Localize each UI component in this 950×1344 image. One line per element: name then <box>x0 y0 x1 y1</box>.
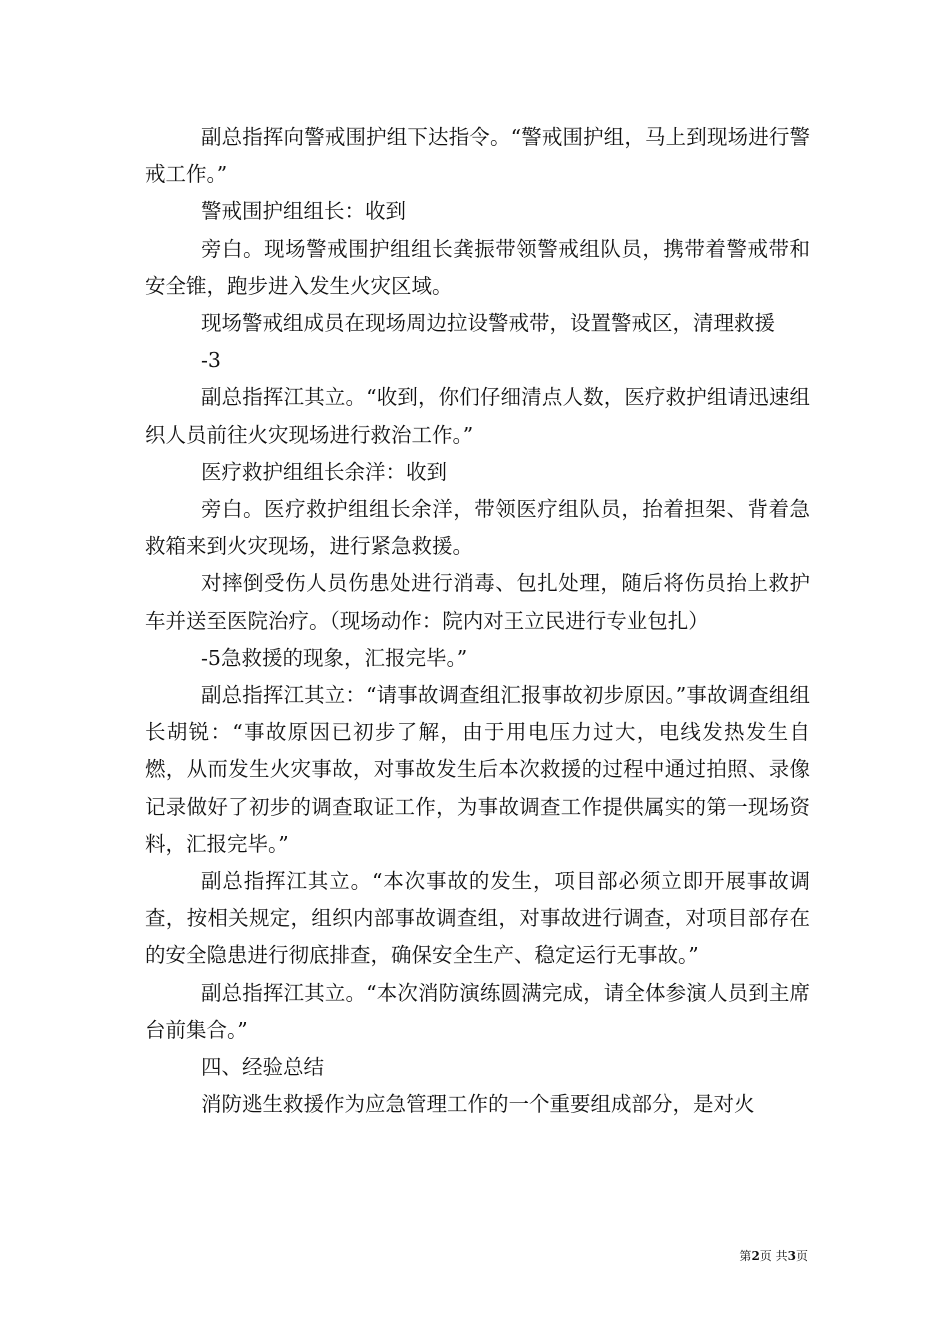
footer-suffix: 页 <box>795 1249 808 1263</box>
paragraph: 旁白。医疗救护组组长余洋，带领医疗组队员，抬着担架、背着急救箱来到火灾现场，进行紧急救援。 <box>145 497 810 559</box>
paragraph: 消防逃生救援作为应急管理工作的一个重要组成部分，是对火 <box>201 1092 755 1117</box>
footer-middle: 页 共 <box>759 1249 788 1263</box>
paragraph: -5急救援的现象，汇报完毕。” <box>201 645 468 670</box>
paragraph: 旁白。现场警戒围护组组长龚振带领警戒组队员，携带着警戒带和安全锥，跑步进入发生火灾区域。 <box>145 236 810 298</box>
paragraph: 副总指挥江其立：“请事故调查组汇报事故初步原因。”事故调查组组长胡锐：“事故原因已初步了解，由于用电压力过大，电线发热发生自燃，从而发生火灾事故，对事故发生后本次救援的过程中通过拍照、录像记录做好了初步的调查取证工作，为事故调查工作提供属实的第一现场资料，汇报完毕。” <box>145 683 810 856</box>
paragraph: 副总指挥江其立。“本次消防演练圆满完成，请全体参演人员到主席台前集合。” <box>145 980 810 1042</box>
footer-current-page: 2 <box>751 1249 760 1263</box>
paragraph: -3 <box>201 348 221 373</box>
footer-total-pages: 3 <box>787 1249 796 1263</box>
paragraph: 副总指挥江其立。“收到，你们仔细清点人数，医疗救护组请迅速组织人员前往火灾现场进行救治工作。” <box>145 385 810 447</box>
paragraph: 现场警戒组成员在现场周边拉设警戒带，设置警戒区，清理救援 <box>201 311 775 336</box>
paragraph: 副总指挥向警戒围护组下达指令。“警戒围护组，马上到现场进行警戒工作。” <box>145 125 810 187</box>
page-footer <box>739 1247 808 1264</box>
paragraph: 对摔倒受伤人员伤患处进行消毒、包扎处理，随后将伤员抬上救护车并送至医院治疗。（现场动作：院内对王立民进行专业包扎） <box>145 571 810 633</box>
paragraph: 警戒围护组组长：收到 <box>201 199 406 224</box>
paragraph: 副总指挥江其立。“本次事故的发生，项目部必须立即开展事故调查，按相关规定，组织内部事故调查组，对事故进行调查，对项目部存在的安全隐患进行彻底排查，确保安全生产、稳定运行无事故。” <box>145 869 810 968</box>
section-heading: 四、经验总结 <box>201 1055 324 1080</box>
footer-prefix: 第 <box>739 1249 752 1263</box>
document-body <box>145 119 810 1123</box>
paragraph: 医疗救护组组长余洋：收到 <box>201 459 447 484</box>
